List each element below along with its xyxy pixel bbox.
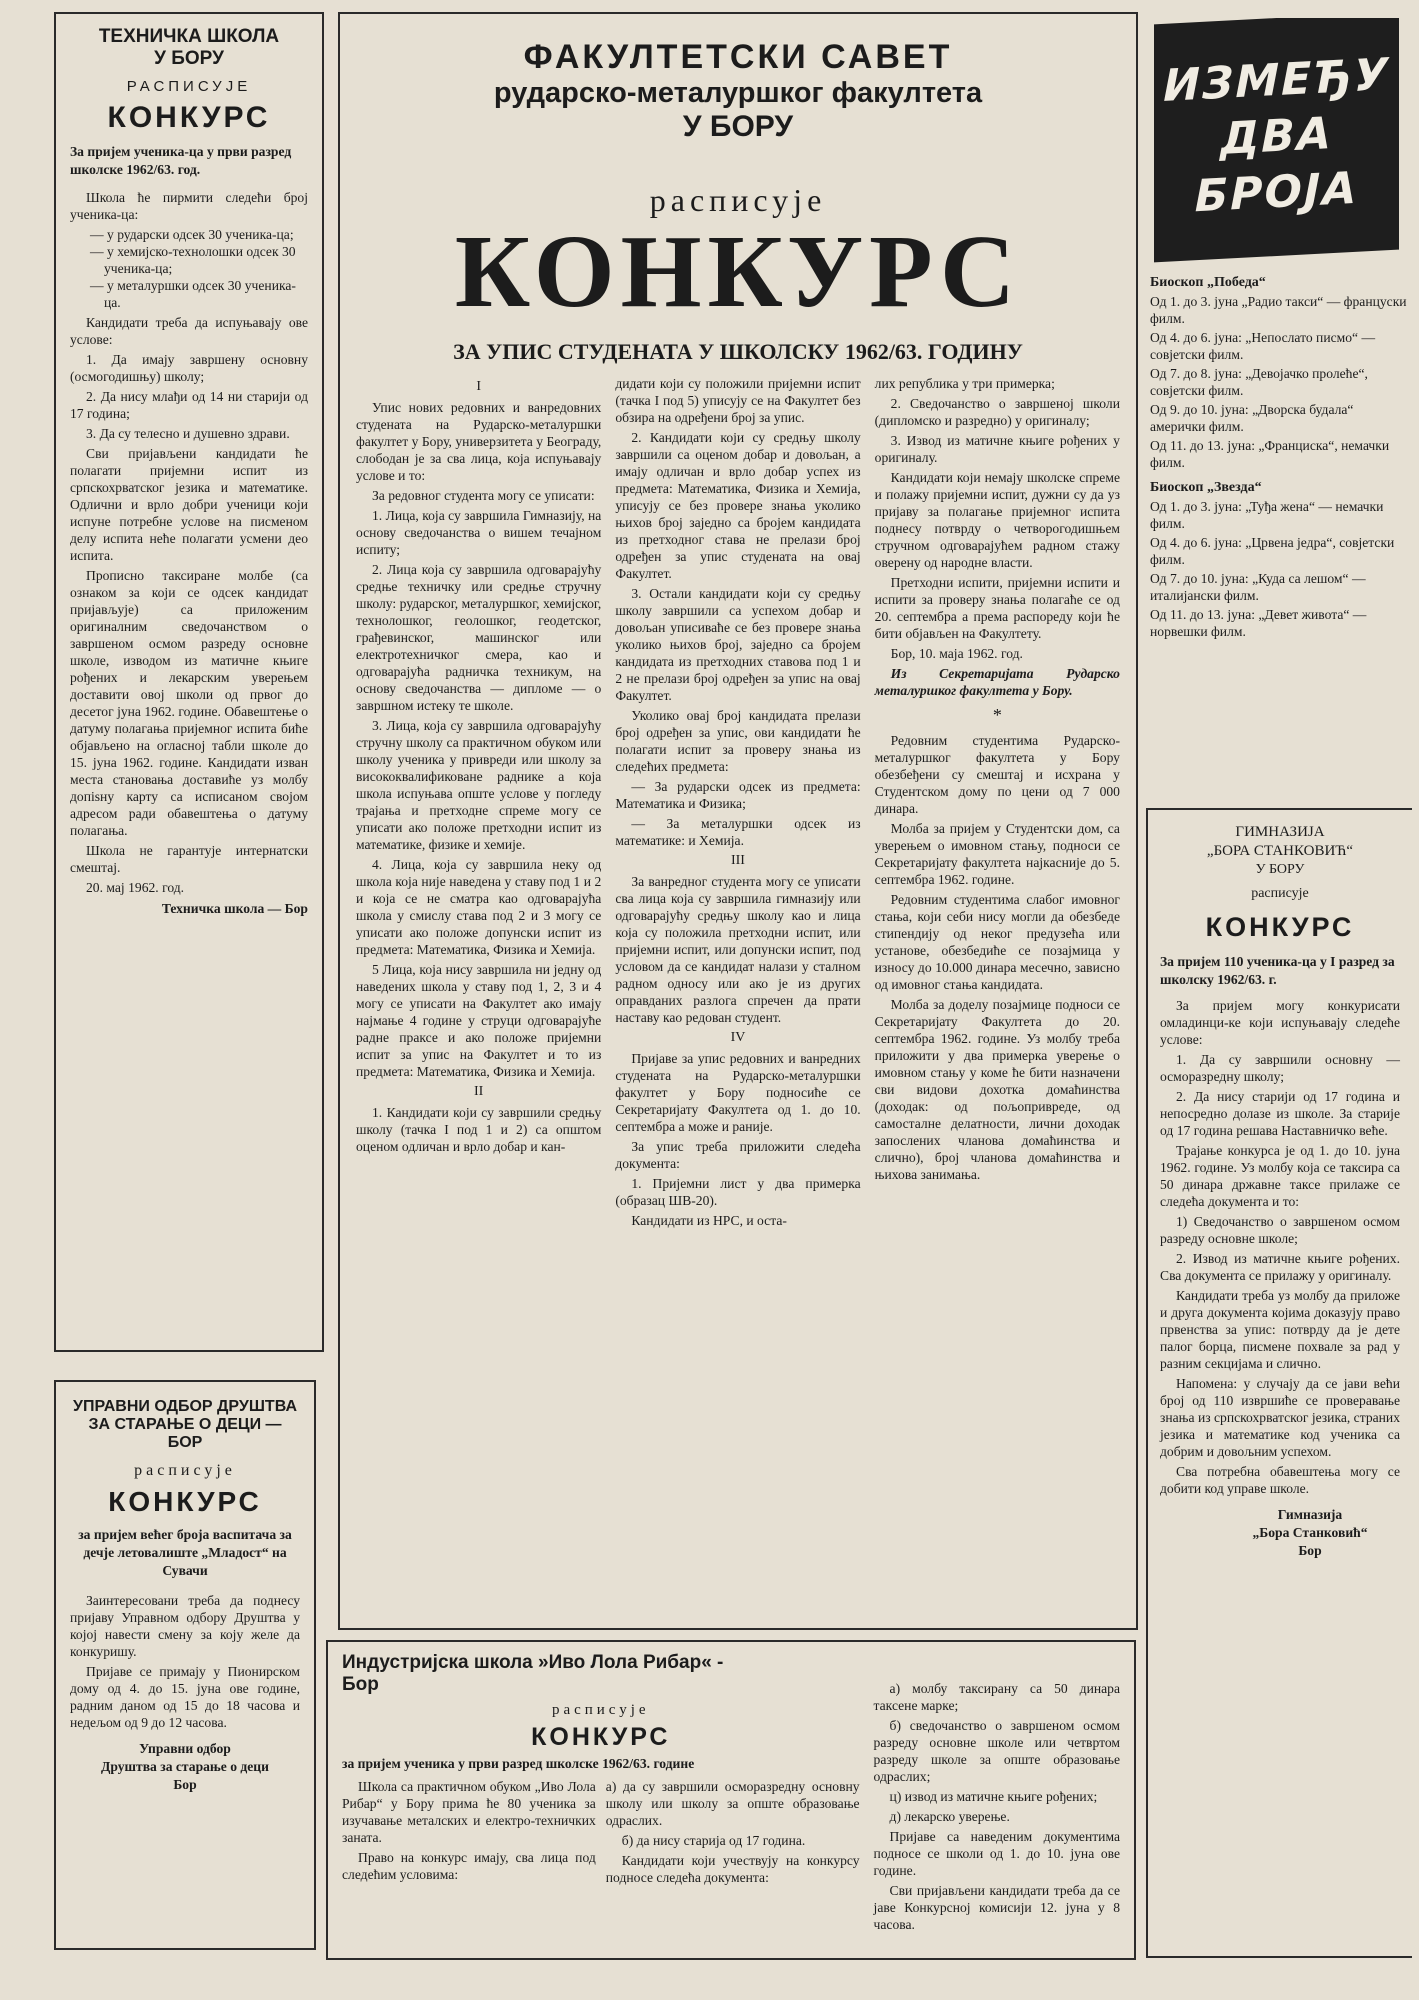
industrial-school-ad: [326, 1640, 1136, 1960]
faculty-roman-1: I: [476, 379, 481, 394]
cinema-banner-2: ДВА: [1220, 108, 1333, 165]
industrial-c1-p3: а) да су завршили осморазредну основну школу или школу за опште образовање одраслих.: [605, 1779, 860, 1828]
tech-school-ad: [54, 12, 324, 1352]
cinema-listings: [1150, 274, 1412, 640]
child-care-ad: [54, 1380, 316, 1950]
tech-school-p2: Прописно таксиране молбе (са ознаком за који се одсек кандидат пријављује) са приложеним оригиналним сведочанством о завршеном осмом разреду основне школе, изводом из матичне књиге рођених и лекарским уверењем доставити овој школи од првог до десетог јуна 1962. године. Обавештење о датуму полагања пријемног испита биће објављено на огласној табли школе до 15. јуна 1962. године. Кандидати изван места становања доставиће уз молбу допisну карту са исписаном својом адресом ради обавештења о датуму полагања.: [70, 568, 308, 838]
faculty-c2-p1: дидати који су положили пријемни испит (тачка I под 5) уписују се на Факултет без обзира на одређени број за упис.: [615, 376, 861, 425]
tech-school-signature: Техничка школа — Бор: [161, 901, 308, 916]
cinema-pobeda-1: Од 1. до 3. јуна „Радио такси“ — француски филм.: [1150, 294, 1407, 326]
gymnasium-p3: Кандидати треба уз молбу да приложе и друга документа којима доказују право првенства за упис: потврду да је дете палог борца, писмене похвале за рад у разним секцијама и слично.: [1160, 1288, 1400, 1371]
faculty-roman-4: IV: [730, 1030, 746, 1045]
industrial-konkurs: КОНКУРС: [531, 1723, 671, 1751]
faculty-c2-p2: 2. Кандидати који су средњу школу завршили са оценом добар и довољан, а имају одличан и врло добар успех из предмета: Математика, Физика и Хемија, уписују се без провере знања уколико њихов број заједно са бројем кандидата из претходног става не прелази број одређен за упис студената на овај Факултет.: [615, 430, 861, 581]
faculty-c3-p6: Редовним студентима Рударско-металуршког факултета у Бору обезбеђени су смештај и исхрана у Студентском дому по цени од 7 000 динара.: [874, 733, 1120, 816]
cinema-pobeda-4: Од 9. до 10. јуна: „Дворска будала“ амерички филм.: [1150, 402, 1354, 434]
industrial-c2-p1: а) молбу таксирану са 50 динара таксене марке;: [873, 1681, 1120, 1713]
industrial-c1-p4: б) да нису старија од 17 година.: [621, 1833, 806, 1848]
industrial-c2-p4: д) лекарско уверење.: [889, 1809, 1010, 1824]
faculty-c3-p9: Молба за доделу позајмице подноси се Секретаријату Факултета до 20. септембра 1962. године. Уз молбу треба приложити у два примерка уверење о имовном стању у коме ће бити назначени сви видови дохотка домаћинства (доходак: од пољопривреде, од самосталне делатности, лични доходак запослених чланова домаћинства и слично), број чланова домаћинства и њихова занимања.: [874, 997, 1120, 1182]
child-care-p1: Заинтересовани треба да поднесу пријаву Управном одбору Друштва у којој навести смену за коју желе да конкуришу.: [70, 1593, 300, 1659]
gymnasium-title-3: У БОРУ: [1255, 862, 1305, 877]
industrial-inner-cols: [342, 1778, 860, 1889]
faculty-col-2: [615, 375, 860, 1232]
tech-school-item-2: — у хемијско-технолошки одсек 30 ученика-ца;: [90, 244, 296, 276]
faculty-c3-p7: Молба за пријем у Студентски дом, са уверењем о имовном стању, подноси се Секретаријату факултета најкасније до 5. септембра 1962. године.: [874, 821, 1120, 887]
faculty-c1-p3: 1. Лица, која су завршила Гимназију, на основу сведочанства о вишем течајном испиту;: [356, 508, 602, 557]
faculty-c3-date: Бор, 10. маја 1962. год.: [890, 646, 1023, 661]
faculty-c3-p8: Редовним студентима слабог имовног стања, који себи нису могли да обезбеде стипендију од неког предузећа или установе, обезбедиће се позајмица у износу до 10.000 динара месечно, зависно од имовног стања кандидата.: [874, 892, 1120, 992]
gymnasium-sig-2: „Бора Станковић“: [1252, 1525, 1368, 1540]
industrial-c1-p5: Кандидати који учествују на конкурсу подносе следећа документа:: [605, 1853, 860, 1885]
tech-school-p3: Школа не гарантује интернатски смештај.: [70, 843, 308, 875]
gymnasium-konkurs: КОНКУРС: [1205, 912, 1355, 942]
faculty-head-2: рударско-металуршког факултета: [493, 77, 983, 109]
tech-school-item-1: — у рударски одсек 30 ученика-ца;: [90, 227, 294, 242]
cinema-zvezda-1: Од 1. до 3. јуна: „Туђа жена“ — немачки филм.: [1150, 499, 1384, 531]
child-care-sig-2: Друштва за старање о деци: [101, 1759, 269, 1774]
faculty-subtitle: ЗА УПИС СТУДЕНАТА У ШКОЛСКУ 1962/63. ГОДИНУ: [453, 339, 1023, 364]
industrial-col-3: [874, 1680, 1120, 1936]
cinema-zvezda-4: Од 11. до 13. јуна: „Девет живота“ — норвешки филм.: [1150, 607, 1367, 639]
cinema-banner-3: БРОЈА: [1194, 162, 1359, 223]
faculty-col-3: [875, 375, 1120, 1232]
faculty-c1-p6: 4. Лица, која су завршила неку од школа која није наведена у ставу под 1 и 2 и која се не сматра као одговарајућа школа у смислу става под 2 и 3 могу се уписати ако положе допунски испит из предмета: Математика, Физика и Хемија.: [356, 857, 602, 957]
gymnasium-title-2: „БОРА СТАНКОВИЋ“: [1206, 843, 1354, 859]
faculty-c3-p2: 2. Сведочанство о завршеној школи (дипломско и разредно) у оригиналу;: [874, 396, 1120, 428]
faculty-ad: [338, 12, 1138, 1630]
cinema-banner-1: ИЗМЕЂУ: [1163, 49, 1390, 112]
industrial-left: [342, 1700, 860, 1936]
faculty-c1-p1: Упис нових редовних и ванредовних студената на Рударско-металуршки факултет у Бору, универзитета у Београду, слободан је за сва лица, која испуњавају услове и то:: [356, 400, 602, 483]
tech-school-p1: Сви пријављени кандидати ће полагати пријемни испит из српскохрватског језика и математике. Одлични и врло добри ученици који испуне потребне услове на писменом делу испита неће полагати усмени део испита.: [70, 446, 308, 563]
tech-school-intro: Школа ће пирмити следећи број ученика-ца:: [70, 190, 308, 222]
industrial-c2-p5: Пријаве са наведеним документима подносе се школи од 1. до 10. јуна ове године.: [873, 1829, 1120, 1878]
industrial-raspisuje: расписује: [551, 1702, 650, 1718]
gymnasium-p2: Трајање конкурса је од 1. до 10. јуна 1962. године. Уз молбу која се таксира са 50 динара државне таксе прилаже се следећа документа и то:: [1160, 1143, 1400, 1209]
cinema-section: [1150, 18, 1412, 778]
industrial-col-1: [342, 1778, 596, 1889]
industrial-title: Индустријска школа »Иво Лола Рибар« - Бор: [342, 1652, 724, 1695]
tech-school-subtitle: За пријем ученика-ца у први разред школске 1962/63. год.: [70, 144, 292, 177]
tech-school-item-3: — у металуршки одсек 30 ученика-ца.: [90, 278, 296, 310]
faculty-c3-p3: 3. Извод из матичне књиге рођених у оригиналу.: [874, 433, 1120, 465]
faculty-c1-p5: 3. Лица, која су завршила одговарајућу стручну школу са практичном обуком или школу ученика у привреди или школу за висококвалификоване раднике а која школа испуњава опште услове у погледу трајања и претходне спреме могу се уписати ако положе претходни испит из математике, физике и хемије.: [356, 718, 602, 852]
faculty-col-1: [356, 375, 601, 1232]
faculty-konkurs: КОНКУРС: [454, 214, 1022, 329]
child-care-title-1: УПРАВНИ ОДБОР ДРУШТВА: [73, 1398, 297, 1415]
gymnasium-p5: Сва потребна обавештења могу се добити код управе школе.: [1160, 1464, 1400, 1496]
cinema-pobeda-2: Од 4. до 6. јуна: „Непослато писмо“ — совјетски филм.: [1150, 330, 1376, 362]
gymnasium-p4: Напомена: у случају да се јави већи број од 110 извршиће се проверавање знања из српскохрватског језика, страних језика и математике код ученика са добрим и довољним успехом.: [1160, 1376, 1401, 1459]
cinema-banner: [1154, 18, 1399, 262]
tech-school-title-2: У БОРУ: [154, 48, 224, 69]
gymnasium-cond-2: 2. Да нису старији од 17 година и непосредно долазе из школе. За старије од 17 година решава Наставничко веће.: [1160, 1089, 1400, 1138]
tech-school-konkurs: КОНКУРС: [107, 101, 271, 134]
faculty-columns: [356, 375, 1120, 1232]
gymnasium-doc-1: 1) Сведочанство о завршеном осмом разреду основне школе;: [1160, 1214, 1400, 1246]
gymnasium-ad: [1146, 808, 1412, 1958]
gymnasium-cond-1: 1. Да су завршили основну — осморазредну школу;: [1160, 1052, 1400, 1084]
faculty-head-3: У БОРУ: [682, 110, 794, 143]
child-care-sig-1: Управни одбор: [139, 1741, 231, 1756]
cinema-pobeda-5: Од 11. до 13. јуна: „Франциска“, немачки филм.: [1150, 438, 1390, 470]
child-care-konkurs: КОНКУРС: [108, 1486, 262, 1517]
faculty-c3-p1: лих република у три примерка;: [874, 376, 1055, 391]
cinema-zvezda-2: Од 4. до 6. јуна: „Црвена једра“, совјетски филм.: [1150, 535, 1395, 567]
industrial-c1-p1: Школа са практичном обуком „Иво Лола Рибар“ у Бору прима ће 80 ученика за изучавање металских и електро-техничких заната.: [342, 1779, 596, 1845]
industrial-c2-p2: б) сведочанство о завршеном осмом разреду основне школе или четвртом разреду школе за опште образовање одраслих;: [873, 1718, 1120, 1784]
industrial-c2-p3: ц) извод из матичне књиге рођених;: [889, 1789, 1098, 1804]
child-care-p2: Пријаве се примају у Пионирском дому од 4. до 15. јуна ове године, радним даном од 15 до 18 часова и недељом од 9 до 12 часова.: [70, 1664, 300, 1730]
industrial-c2-p6: Сви пријављени кандидати треба да се јаве Конкурсној комисији 12. јуна у 8 часова.: [873, 1883, 1120, 1932]
tech-school-raspisuje: РАСПИСУЈЕ: [126, 78, 252, 95]
child-care-title-2: ЗА СТАРАЊЕ О ДЕЦИ — БОР: [88, 1416, 282, 1451]
faculty-c2-p5: — За рударски одсек из предмета: Математика и Физика;: [615, 779, 861, 811]
faculty-c1-p7: 5 Лица, која нису завршила ни једну од наведених школа у ставу под 1, 2, 3 и 4 могу се уписати на Факултет ако имају најмање 4 године у струци одговарајуће радне праксе и ако положе пријемни испит за упис на Факултет и то из предмета: Математика, Физика и Хемија.: [356, 962, 602, 1079]
faculty-c2-p7: За ванредног студента могу се уписати сва лица која су завршила гимназију или одговарајућу средњу школу као и лица која су положила претходни испит, или пријемни испит, или допунски испит, под условом да се кандидат налази у сталном радном односу или ако је из других оправданих разлога спречен да прати наставу као редован студент.: [615, 874, 861, 1025]
industrial-col-2: [606, 1778, 860, 1889]
gymnasium-sig-3: Бор: [1298, 1543, 1322, 1558]
gymnasium-subtitle: За пријем 110 ученика-ца у I разред за школску 1962/63. г.: [1160, 954, 1395, 987]
industrial-subtitle: за пријем ученика у први разред школске 1962/63. године: [342, 1756, 695, 1771]
faculty-raspisuje: расписује: [649, 182, 827, 218]
faculty-c2-p10: 1. Пријемни лист у два примерка (образац ШВ-20).: [615, 1176, 861, 1208]
cinema-zvezda-3: Од 7. до 10. јуна: „Куда са лешом“ — италијански филм.: [1150, 571, 1366, 603]
gymnasium-raspisuje: расписује: [1251, 886, 1309, 901]
tech-school-cond-intro: Кандидати треба да испуњавају ове услове:: [70, 315, 308, 347]
industrial-c1-p2: Право на конкурс имају, сва лица под следећим условима:: [342, 1850, 596, 1882]
industrial-columns: [342, 1681, 1120, 1936]
faculty-c2-p11: Кандидати из НРС, и оста-: [631, 1213, 787, 1228]
child-care-subtitle: за пријем већег броја васпитача за дечје летовалиште „Младост“ на Сувачи: [78, 1527, 292, 1578]
tech-school-title-1: ТЕХНИЧКА ШКОЛА: [98, 26, 280, 47]
faculty-c3-p4: Кандидати који немају школске спреме и полажу пријемни испит, дужни су да уз пријаву за полагање пријемног испита поднесу потврду о четворогодишњем стручном одговарајућем радном стажу оверену од народне власти.: [874, 470, 1120, 570]
faculty-c2-p3: 3. Остали кандидати који су средњу школу завршили са успехом добар и довољан уписиваће се без провере знања уколико њихов број, заједно са бројем кандидата из претходних ставова под 1 и 2 не прелази број одређен за упис на овај Факултет.: [615, 586, 861, 703]
tech-school-cond-3: 3. Да су телесно и душевно здрави.: [86, 426, 290, 441]
tech-school-cond-2: 2. Да нису млађи од 14 ни старији од 17 година;: [70, 389, 308, 421]
cinema-pobeda-title: Биоскоп „Победа“: [1150, 275, 1266, 290]
child-care-raspisuje: расписује: [134, 1462, 236, 1479]
gymnasium-p1: За пријем могу конкурисати омладинци-ке који испуњавају следеће услове:: [1160, 998, 1400, 1047]
cinema-zvezda-title: Биоскоп „Звезда“: [1150, 480, 1262, 495]
faculty-c1-p8: 1. Кандидати који су завршили средњу школу (тачка I под 1 и 2) са општом оценом одличан и врло добар и кан-: [356, 1105, 602, 1154]
gymnasium-doc-2: 2. Извод из матичне књиге рођених. Сва документа се прилажу у оригиналу.: [1160, 1251, 1400, 1283]
faculty-star: *: [992, 705, 1002, 725]
faculty-c2-p9: За упис треба приложити следећа документа:: [615, 1139, 861, 1171]
faculty-c1-p4: 2. Лица која су завршила одговарајућу средње техничку или средње стручну школу: рударског, металуршког, хемијског, технолошког, геолошког, геодетског, грађевинског, машинског или електротехничког смера, као и одговарајућа радничка техникум, на основу сведочанства — дипломе — о завршном истеку те школе.: [356, 562, 602, 713]
faculty-c2-p4: Уколико овај број кандидата прелази број одређен за упис, ови кандидати ће полагати испит за проверу знања из следећих предмета:: [615, 708, 861, 774]
gymnasium-title-1: ГИМНАЗИЈА: [1235, 824, 1325, 840]
tech-school-date: 20. мај 1962. год.: [86, 880, 185, 895]
faculty-c3-secretariat: Из Секретаријата Рударско металуршког факултета у Бору.: [874, 666, 1120, 698]
faculty-c2-p6: — За металуршки одсек из математике: и Хемија.: [615, 816, 861, 848]
cinema-pobeda-3: Од 7. до 8. јуна: „Девојачко пролеће“, совјетски филм.: [1150, 366, 1368, 398]
faculty-roman-2: II: [474, 1084, 484, 1099]
faculty-c3-p5: Претходни испити, пријемни испити и испити за проверу знања полагаће се од 20. септембра а према распореду који ће бити објављен на Факултету.: [874, 575, 1120, 641]
faculty-c2-p8: Пријаве за упис редовних и ванредних студената на Рударско-металуршки факултет у Бору подносиће се Секретаријату Факултета од 1. до 10. септембра а може и раније.: [615, 1051, 861, 1134]
child-care-sig-3: Бор: [173, 1777, 197, 1792]
faculty-roman-3: III: [730, 853, 745, 868]
faculty-c1-p2: За редовног студента могу се уписати:: [372, 488, 595, 503]
gymnasium-sig-1: Гимназија: [1277, 1507, 1343, 1522]
faculty-head-1: ФАКУЛТЕТСКИ САВЕТ: [523, 38, 953, 76]
tech-school-cond-1: 1. Да имају завршену основну (осмогодишњу) школу;: [70, 352, 308, 384]
